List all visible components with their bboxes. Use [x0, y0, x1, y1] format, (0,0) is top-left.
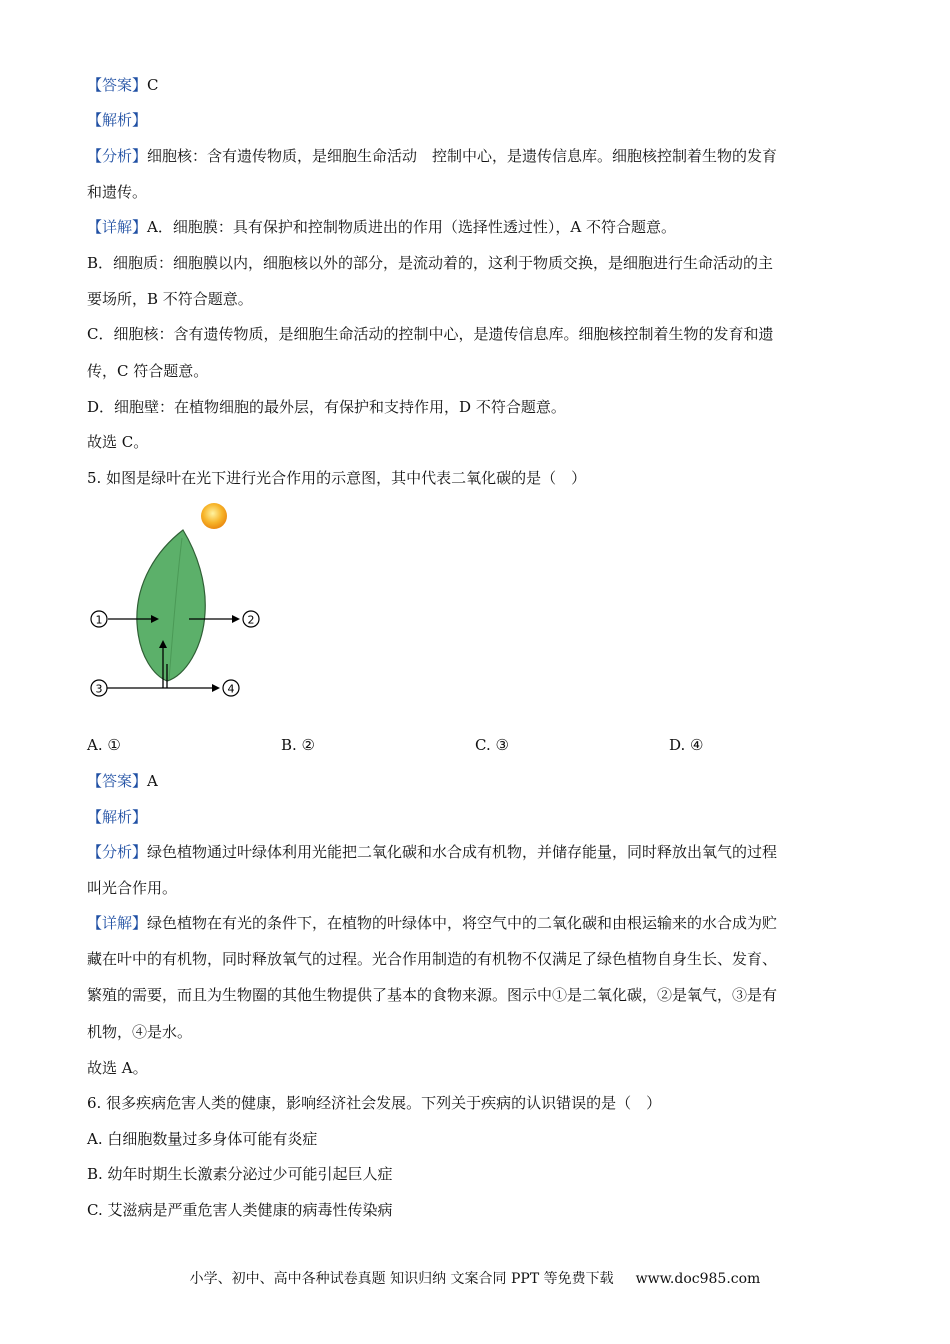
- detail-tag: 【详解】: [87, 218, 148, 236]
- q5-option-d: D. ④: [669, 736, 704, 754]
- q6-option-a: A. 白细胞数量过多身体可能有炎症: [87, 1130, 318, 1148]
- q4-analysis: [87, 145, 777, 167]
- q6-stem: 6. 很多疾病危害人类的健康，影响经济社会发展。下列关于疾病的认识错误的是（ ）: [87, 1094, 662, 1112]
- answer-value: C: [147, 76, 159, 94]
- footer-text: 小学、初中、高中各种试卷真题 知识归纳 文案合同 PPT 等免费下载: [189, 1271, 614, 1287]
- q4-analysis-line2: 和遗传。: [87, 183, 148, 201]
- q4-jiexi-tag: 【解析】: [87, 111, 148, 129]
- label-4: [223, 680, 239, 696]
- q5-detail-line3: 繁殖的需要，而且为生物圈的其他生物提供了基本的食物来源。图示中①是二氧化碳，②是氧气，③是有: [87, 986, 778, 1004]
- svg-text:2: 2: [247, 613, 255, 627]
- svg-text:3: 3: [95, 682, 103, 696]
- q4-detail-c1: C．细胞核：含有遗传物质，是细胞生命活动的控制中心，是遗传信息库。细胞核控制着生物的发育和遗: [87, 325, 774, 343]
- label-3: [91, 680, 107, 696]
- analysis-tag: 【分析】: [87, 147, 148, 165]
- answer-tag: 【答案】: [87, 76, 148, 94]
- q4-conclusion: 故选 C。: [87, 433, 149, 451]
- label-2: [243, 611, 259, 627]
- footer-url[interactable]: www.doc985.com: [635, 1271, 761, 1287]
- q4-detail-b1: B．细胞质：细胞膜以内，细胞核以外的部分，是流动着的，这利于物质交换，是细胞进行生命活动的主: [87, 254, 774, 272]
- q5-stem: 5. 如图是绿叶在光下进行光合作用的示意图，其中代表二氧化碳的是（ ）: [87, 469, 587, 487]
- q6-option-c: C. 艾滋病是严重危害人类健康的病毒性传染病: [87, 1201, 393, 1219]
- svg-text:1: 1: [95, 613, 103, 627]
- answer-tag: 【答案】: [87, 772, 148, 790]
- q5-jiexi-tag: 【解析】: [87, 808, 148, 826]
- q6-option-b: B. 幼年时期生长激素分泌过少可能引起巨人症: [87, 1165, 393, 1183]
- q5-detail-line2: 藏在叶中的有机物，同时释放氧气的过程。光合作用制造的有机物不仅满足了绿色植物自身生长、发育、: [87, 950, 778, 968]
- detail-tag: 【详解】: [87, 914, 148, 932]
- answer-value: A: [147, 772, 158, 790]
- svg-text:4: 4: [227, 682, 235, 696]
- q5-analysis: [87, 841, 777, 863]
- analysis-text: 绿色植物通过叶绿体利用光能把二氧化碳和水合成有机物，并储存能量，同时释放出氧气的过程: [147, 843, 778, 861]
- q5-detail-line4: 机物，④是水。: [87, 1023, 193, 1041]
- detail-line1: 绿色植物在有光的条件下，在植物的叶绿体中，将空气中的二氧化碳和由根运输来的水合成为贮: [147, 914, 778, 932]
- photosynthesis-diagram: [85, 498, 285, 710]
- q5-detail: [87, 912, 777, 934]
- page-footer: [0, 1268, 950, 1288]
- q5-conclusion: 故选 A。: [87, 1059, 148, 1077]
- q5-answer: [87, 770, 158, 792]
- q4-detail-d: D．细胞壁：在植物细胞的最外层，有保护和支持作用，D 不符合题意。: [87, 398, 566, 416]
- q4-detail: [87, 216, 676, 238]
- analysis-tag: 【分析】: [87, 843, 148, 861]
- q5-analysis-line2: 叫光合作用。: [87, 879, 178, 897]
- label-1: [91, 611, 107, 627]
- q5-option-c: C. ③: [475, 736, 509, 754]
- analysis-text: 细胞核：含有遗传物质，是细胞生命活动 控制中心，是遗传信息库。细胞核控制着生物的发育: [147, 147, 778, 165]
- q5-option-a: A. ①: [87, 736, 121, 754]
- sun-icon: [201, 503, 227, 529]
- q4-detail-b2: 要场所，B 不符合题意。: [87, 290, 253, 308]
- detail-a: A．细胞膜：具有保护和控制物质进出的作用（选择性透过性），A 不符合题意。: [147, 218, 676, 236]
- q4-answer: [87, 74, 159, 96]
- q5-option-b: B. ②: [281, 736, 316, 754]
- q4-detail-c2: 传，C 符合题意。: [87, 362, 209, 380]
